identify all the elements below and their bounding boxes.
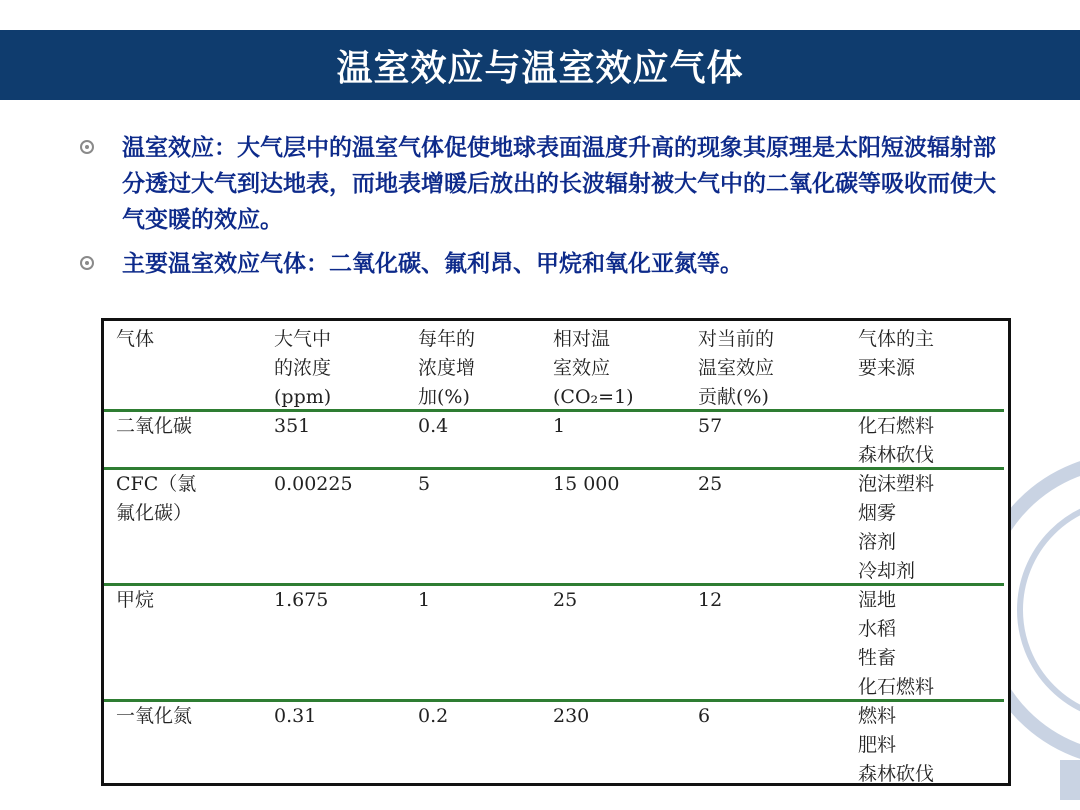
header-cell: 气体 [116,328,155,350]
bullet-item [80,130,1020,238]
bullet-item [80,246,1020,282]
bullet-list [80,130,1020,290]
gas-table [101,318,1011,786]
table-cell: 一氧化氮 [116,705,193,727]
header-cell: 对当前的 温室效应 贡献(%) [698,328,775,408]
table-cell: 12 [698,589,723,611]
table-cell: 6 [698,705,711,727]
table-cell: 湿地 水稻 牲畜 化石燃料 [858,589,935,698]
table-cell: 25 [698,473,723,495]
header-cell: 大气中 的浓度 (ppm) [274,328,332,408]
bullet-text: 主要温室效应气体：二氧化碳、氟利昂、甲烷和氧化亚氮等。 [122,251,743,277]
table-cell: 0.4 [418,415,449,437]
bullet-text: 温室效应：大气层中的温室气体促使地球表面温度升高的现象其原理是太阳短波辐射部分透过大气到达地表，而地表增暖后放出的长波辐射被大气中的二氧化碳等吸收而使大气变暖的效应。 [122,135,996,233]
table-cell: 燃料 肥料 森林砍伐 [858,705,935,785]
header-cell: 相对温 室效应 (CO₂=1) [553,328,634,408]
table-header-row [104,321,1008,409]
table-cell: 1 [553,415,566,437]
title-bar [0,30,1080,100]
slide-title: 温室效应与温室效应气体 [336,47,744,89]
table-cell: 1 [418,589,431,611]
table-row [104,412,1008,467]
table-cell: 0.00225 [274,473,353,495]
table-cell: 化石燃料 森林砍伐 [858,415,935,466]
table-cell: 1.675 [274,589,329,611]
table-cell: 0.31 [274,705,317,727]
table-cell: 0.2 [418,705,449,727]
table-cell: CFC（氯 氟化碳） [116,473,197,524]
table-row [104,702,1008,788]
table-cell: 230 [553,705,590,727]
bullet-icon [80,256,94,270]
table-cell: 5 [418,473,431,495]
table-row [104,470,1008,583]
table-cell: 二氧化碳 [116,415,193,437]
table-row [104,586,1008,699]
table-cell: 57 [698,415,723,437]
header-cell: 每年的 浓度增 加(%) [418,328,476,408]
table-cell: 15 000 [553,473,620,495]
table-cell: 351 [274,415,311,437]
table-cell: 25 [553,589,578,611]
table-cell: 甲烷 [116,589,155,611]
table-cell: 泡沫塑料 烟雾 溶剂 冷却剂 [858,473,935,582]
bullet-icon [80,140,94,154]
header-cell: 气体的主 要来源 [858,328,935,379]
